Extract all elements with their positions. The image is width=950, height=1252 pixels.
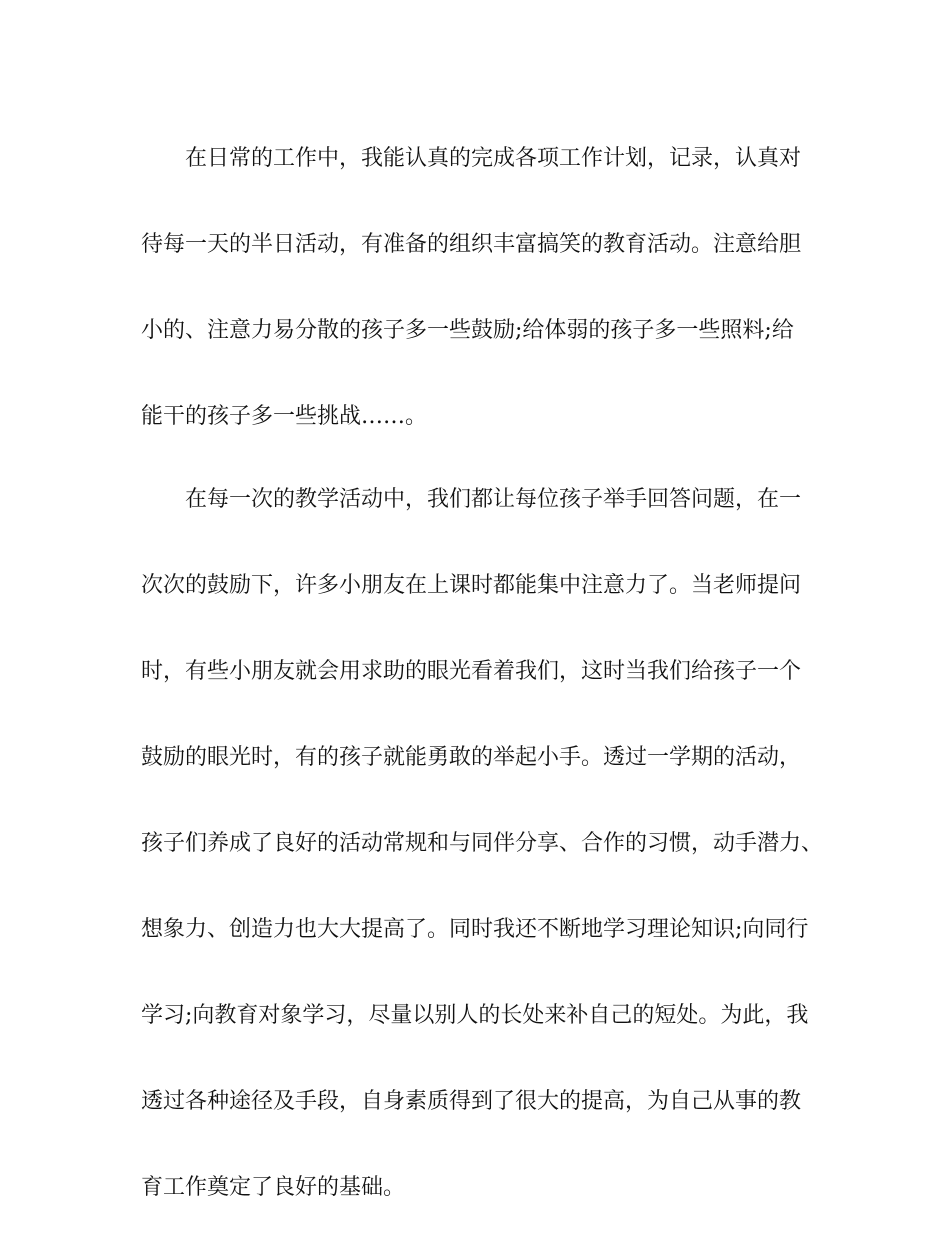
paragraph-1-line-1: 在日常的工作中，我能认真的完成各项工作计划，记录，认真对 [185,146,802,171]
paragraph-2-line-7: 学习;向教育对象学习，尽量以别人的长处来补自己的短处。为此，我 [141,1003,809,1028]
paragraph-2-line-9: 育工作奠定了良好的基础。 [141,1175,406,1200]
paragraph-2-line-2: 次次的鼓励下，许多小朋友在上课时都能集中注意力了。当老师提问 [141,573,802,598]
paragraph-2-line-8: 透过各种途径及手段，自身素质得到了很大的提高，为自己从事的教 [141,1089,802,1114]
paragraph-2-line-6: 想象力、创造力也大大提高了。同时我还不断地学习理论知识;向同行 [141,917,809,942]
body-text [141,137,824,1252]
paragraph-1-line-2: 待每一天的半日活动，有准备的组织丰富搞笑的教育活动。注意给胆 [141,232,802,257]
paragraph-2-line-1: 在每一次的教学活动中，我们都让每位孩子举手回答问题，在一 [185,487,802,512]
paragraph-2-line-4: 鼓励的眼光时，有的孩子就能勇敢的举起小手。透过一学期的活动， [141,745,802,770]
paragraph-2-line-5: 孩子们养成了良好的活动常规和与同伴分享、合作的习惯，动手潜力、 [141,831,824,856]
paragraph-2-line-3: 时，有些小朋友就会用求助的眼光看着我们，这时当我们给孩子一个 [141,659,802,684]
paragraph-1-line-3: 小的、注意力易分散的孩子多一些鼓励;给体弱的孩子多一些照料;给 [141,318,794,343]
paragraph-1-line-4: 能干的孩子多一些挑战……。 [141,404,428,429]
